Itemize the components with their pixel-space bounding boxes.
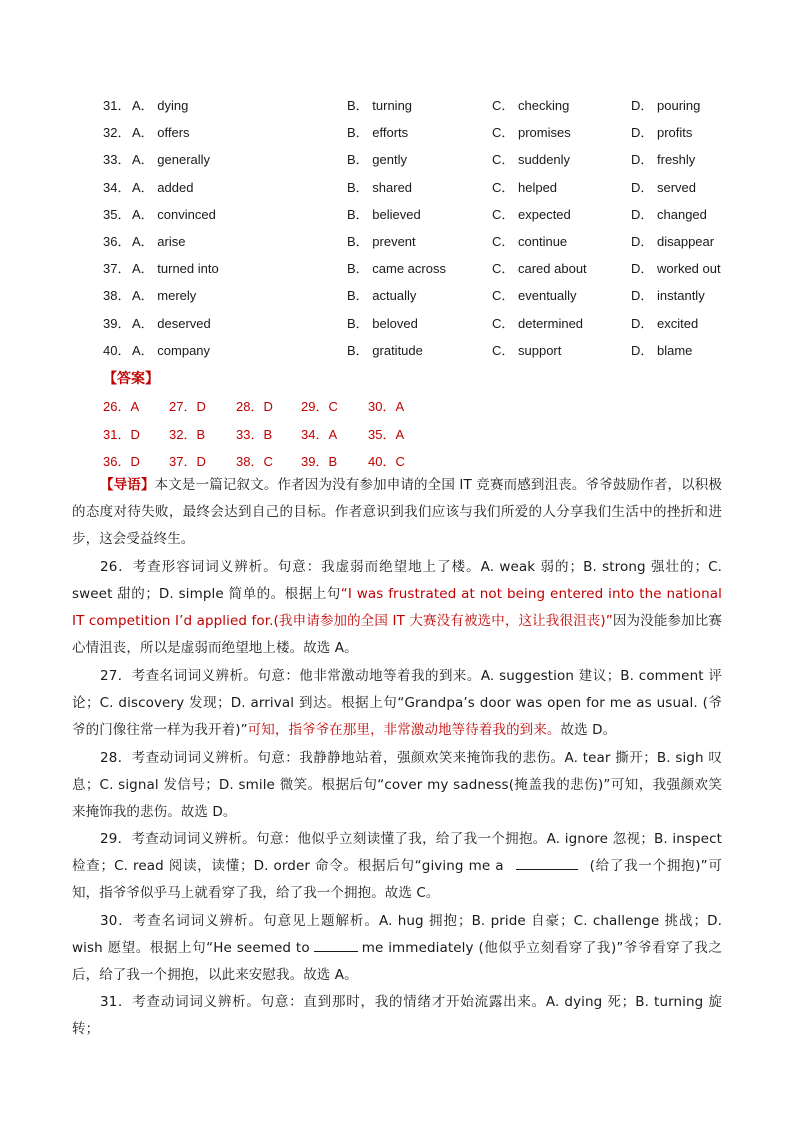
option-a: A． deserved (132, 315, 211, 331)
explanation-text: 26．考查形容词词义辨析。句意：我虚弱而绝望地上了楼。A. weak 弱的；B. strong 强壮的；C. sweet 甜的；D. simple 简单的。根据上句 (72, 559, 722, 602)
option-d: D． freshly (631, 152, 696, 168)
answer-item: 35．A (368, 427, 405, 442)
explanation-text: 故选 D。 (560, 722, 617, 738)
answer-item: 27．D (169, 399, 206, 414)
question-number: 37． (103, 261, 131, 277)
answer-item: 30．A (368, 399, 405, 414)
question-number: 35． (103, 206, 131, 222)
option-a: A． offers (132, 125, 190, 141)
explanation-text: 可知，我强颜欢笑来掩饰我的悲伤。故选 D。 (72, 777, 722, 820)
answer-item: 26．A (103, 399, 140, 414)
option-b: B． prevent (347, 233, 416, 249)
option-row (100, 281, 750, 308)
fill-blank (314, 939, 358, 952)
option-row (100, 200, 750, 227)
option-d: D． disappear (631, 233, 715, 249)
fill-blank (516, 857, 578, 870)
guide-text: 本文是一篇记叙文。作者因为没有参加申请的全国 IT 竞赛而感到沮丧。爷爷鼓励作者，以积极的态度对待失败，最终会达到自己的目标。作者意识到我们应该与我们所爱的人分享我们生活中的挫折和进步，这会受益终生。 (72, 477, 722, 547)
option-d: D． served (631, 179, 697, 195)
answer-item: 37．D (169, 454, 206, 469)
question-number: 36． (103, 233, 131, 249)
option-b: B． shared (347, 179, 413, 195)
answer-item: 40．C (368, 454, 405, 469)
answer-item: 33．B (236, 427, 273, 442)
option-a: A． merely (132, 288, 197, 304)
option-b: B． believed (347, 206, 421, 222)
answer-item: 28．D (236, 399, 273, 414)
option-c: C． suddenly (492, 152, 571, 168)
option-b: B． turning (347, 98, 413, 113)
option-c: C． eventually (492, 288, 577, 304)
option-row (100, 336, 750, 363)
explanation-quote: “Grandpa’s door was open for me as usual. (爷爷的门像往常一样为我开着)” (72, 695, 722, 738)
guide-paragraph (72, 472, 722, 553)
answer-item: 34．A (301, 427, 338, 442)
question-number: 39． (103, 315, 131, 331)
option-row (100, 91, 750, 118)
answer-item: 29．C (301, 399, 338, 414)
option-d: D． profits (631, 125, 693, 141)
option-c: C． continue (492, 233, 568, 249)
explanation-28 (72, 745, 722, 826)
explanation-text: 可知，指爷爷在那里，非常激动地等待着我的到来。 (247, 722, 561, 738)
explanation-29 (72, 826, 722, 907)
option-a: A． arise (132, 233, 186, 249)
explanation-text: 28．考查动词词义辨析。句意：我静静地站着，强颜欢笑来掩饰我的悲伤。A. tear 撕开；B. sigh 叹息；C. signal 发信号；D. smile 微笑。根据后句 (72, 750, 722, 793)
explanation-26 (72, 554, 722, 662)
explanation-31 (72, 989, 722, 1043)
question-number: 38． (103, 288, 131, 304)
answer-item: 36．D (103, 454, 140, 469)
explanation-text: 27．考查名词词义辨析。句意：他非常激动地等着我的到来。A. suggestion 建议；B. comment 评论；C. discovery 发现；D. arrival 到达。根据上句 (72, 668, 722, 711)
option-row (100, 173, 750, 200)
answer-item: 32．B (169, 427, 206, 442)
answer-item: 31．D (103, 427, 140, 442)
option-d: D． changed (631, 206, 707, 222)
option-a: A． added (132, 179, 194, 195)
option-a: A． dying (132, 98, 189, 113)
option-d: D． blame (631, 342, 693, 358)
option-b: B． actually (347, 288, 417, 304)
option-d: D． worked out (631, 261, 721, 277)
explanation-30 (72, 908, 722, 989)
option-b: B． efforts (347, 125, 409, 141)
explanation-text: 29．考查动词词义辨析。句意：他似乎立刻读懂了我，给了我一个拥抱。A. ignore 忽视；B. inspect 检查；C. read 阅读，读懂；D. order 命令。根据后句“giving me a (72, 831, 722, 874)
option-b: B． gently (347, 152, 407, 168)
question-number: 34． (103, 179, 131, 195)
option-d: D． pouring (631, 98, 701, 113)
options-table (100, 91, 750, 363)
option-row (100, 254, 750, 281)
option-row (100, 227, 750, 254)
option-a: A． generally (132, 152, 211, 168)
explanation-text: 31．考查动词词义辨析。句意：直到那时，我的情绪才开始流露出来。A. dying 死；B. turning 旋转； (72, 994, 722, 1037)
option-c: C． helped (492, 179, 558, 195)
option-row (100, 309, 750, 336)
option-d: D． instantly (631, 288, 705, 304)
option-c: C． promises (492, 125, 571, 141)
question-number: 40． (103, 342, 131, 358)
option-c: C． support (492, 342, 562, 358)
option-b: B． gratitude (347, 342, 423, 358)
explanation-text: 30．考查名词词义辨析。句意见上题解析。A. hug 拥抱；B. pride 自豪；C. challenge 挑战；D. wish 愿望。根据上句“He seemed to (72, 913, 722, 956)
option-b: B． came across (347, 261, 446, 277)
answer-item: 38．C (236, 454, 273, 469)
explanation-quote: “I was frustrated at not being entered into the national IT competition I’d applied for.(我申请参加的全国 IT 大赛没有被选中，这让我很沮丧)” (72, 586, 722, 629)
option-a: A． convinced (132, 206, 216, 222)
option-c: C． determined (492, 315, 584, 331)
explanation-quote: “cover my sadness(掩盖我的悲伤)” (377, 777, 611, 793)
answer-heading: 【答案】 (103, 371, 159, 387)
explanation-text: (给了我一个拥抱)”可知，指爷爷似乎马上就看穿了我，给了我一个拥抱。故选 C。 (72, 858, 722, 901)
question-number: 31． (103, 98, 131, 113)
option-row (100, 145, 750, 172)
option-b: B． beloved (347, 315, 418, 331)
explanation-text: 因为没能参加比赛心情沮丧，所以是虚弱而绝望地上楼。故选 A。 (72, 613, 722, 656)
guide-label: 【导语】 (100, 477, 155, 493)
option-a: A． turned into (132, 261, 219, 277)
option-c: C． cared about (492, 261, 587, 277)
answer-item: 39．B (301, 454, 338, 469)
explanation-27 (72, 663, 722, 744)
option-c: C． checking (492, 98, 570, 113)
option-row (100, 118, 750, 145)
question-number: 32． (103, 125, 131, 141)
option-c: C． expected (492, 206, 571, 222)
question-number: 33． (103, 152, 131, 168)
explanation-text: me immediately (他似乎立刻看穿了我)”爷爷看穿了我之后，给了我一个拥抱，以此来安慰我。故选 A。 (72, 940, 722, 983)
option-a: A． company (132, 342, 211, 358)
option-d: D． excited (631, 315, 699, 331)
